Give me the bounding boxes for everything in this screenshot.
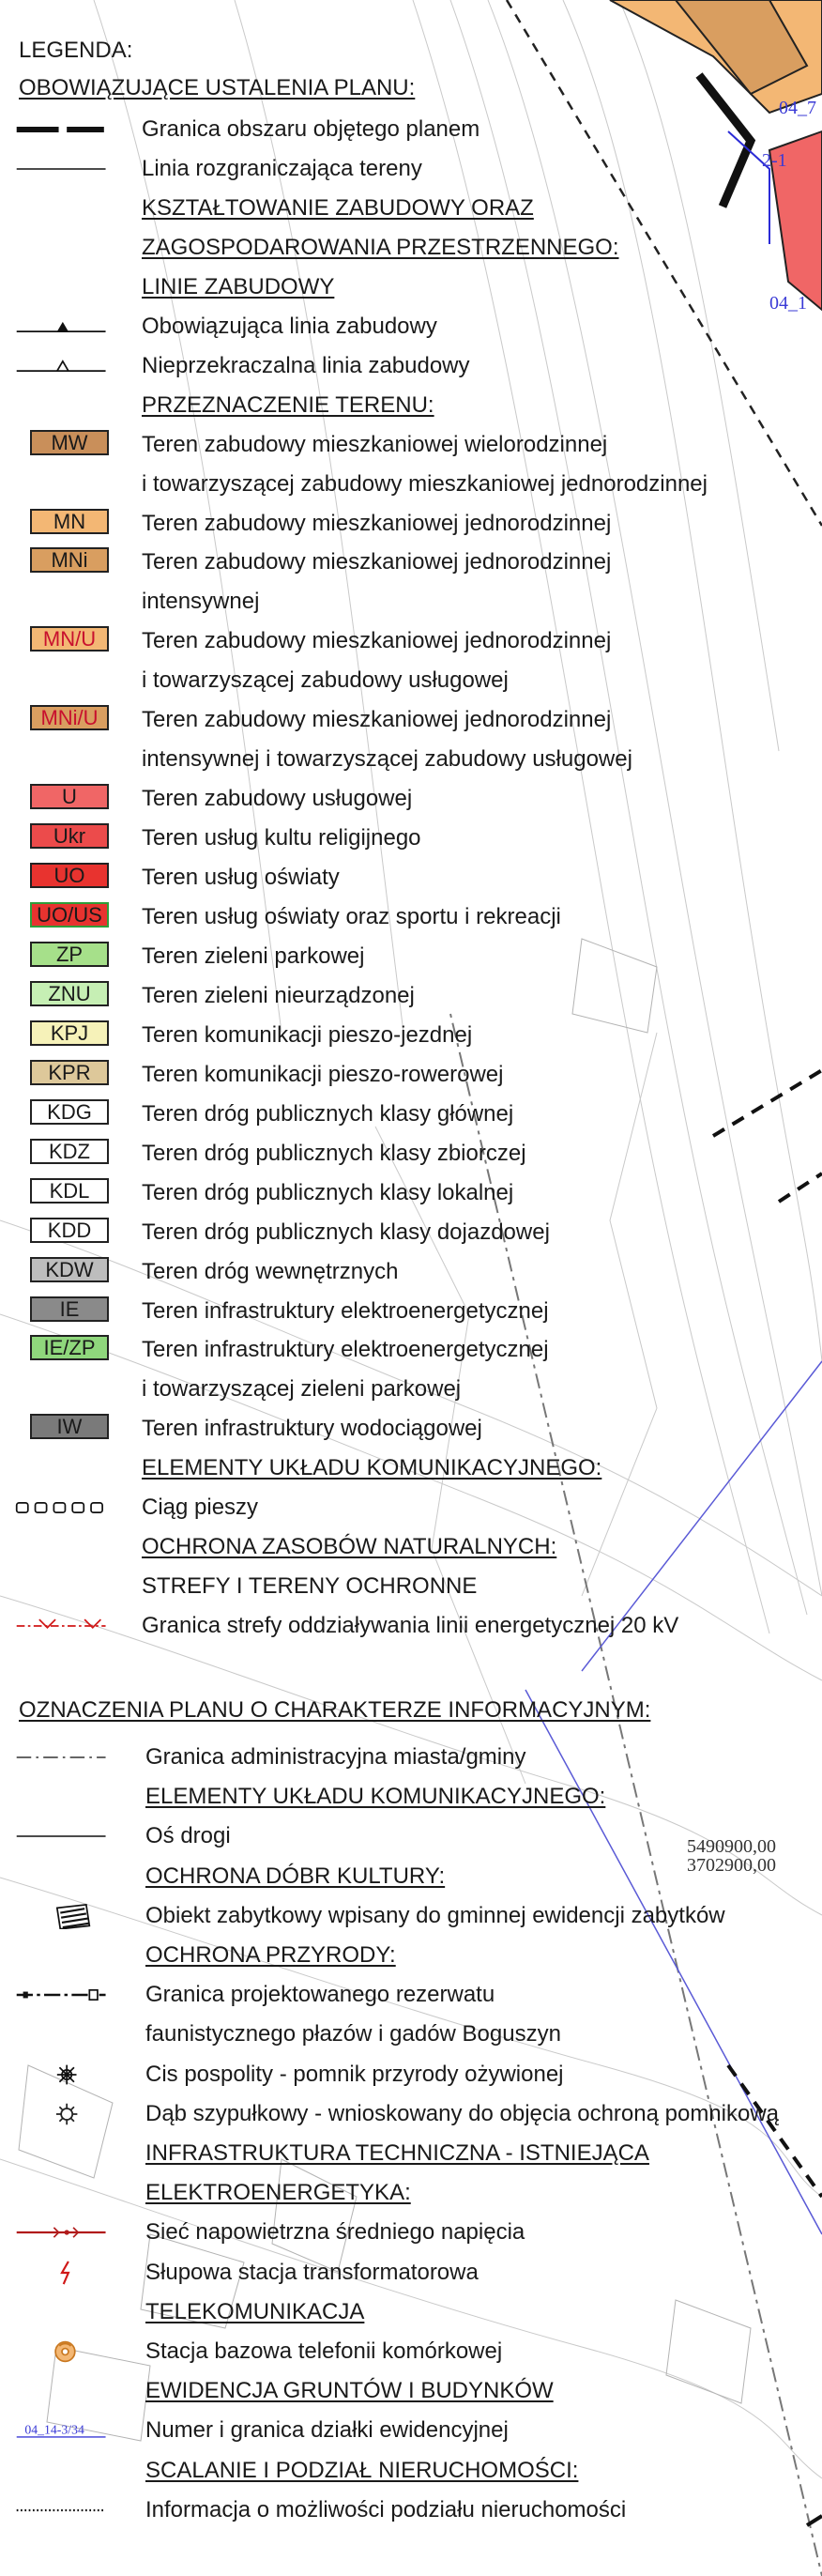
legend-label: Dąb szypułkowy - wnioskowany do objęcia ochroną pomnikową xyxy=(145,2100,780,2126)
legend-row xyxy=(0,938,822,975)
legend-row xyxy=(0,898,822,936)
legend-title: LEGENDA: xyxy=(19,38,133,63)
legend-row xyxy=(0,780,822,818)
legend-row xyxy=(0,505,822,543)
legend-label: Granica obszaru objętego planem xyxy=(142,116,480,142)
legend-row xyxy=(0,1174,822,1212)
dash-dot-line-icon xyxy=(15,1744,109,1771)
zone-code-swatch: KDG xyxy=(30,1099,109,1125)
legend-row xyxy=(0,2452,822,2490)
yew-monument-icon xyxy=(15,2062,109,2088)
legend-heading: SCALANIE I PODZIAŁ NIERUCHOMOŚCI: xyxy=(145,2457,579,2483)
legend-label: Teren dróg wewnętrznych xyxy=(142,1258,399,1284)
legend-label: Linia rozgraniczająca tereny xyxy=(142,155,422,181)
legend-row xyxy=(0,1489,822,1526)
legend-label: Teren infrastruktury wodociągowej xyxy=(142,1416,482,1442)
legend-label: Sieć napowietrzna średniego napięcia xyxy=(145,2219,525,2246)
legend-label: STREFY I TERENY OCHRONNE xyxy=(142,1573,478,1600)
zone-code-swatch: MW xyxy=(30,430,109,455)
legend-row xyxy=(0,1607,822,1645)
legend-label: intensywnej i towarzyszącej zabudowy usługowej xyxy=(142,746,632,773)
legend-label: Granica projektowanego rezerwatu xyxy=(145,1982,495,2008)
parcel-label-b: 2-1 xyxy=(762,150,787,171)
zone-code-swatch: KPJ xyxy=(30,1020,109,1046)
zone-code-swatch: KDW xyxy=(30,1257,109,1282)
coord-y: 5490900,00 xyxy=(687,1836,776,1857)
legend-label: Teren zieleni parkowej xyxy=(142,943,365,969)
zone-code-swatch: KDL xyxy=(30,1178,109,1204)
legend-label: i towarzyszącej zabudowy mieszkaniowej jednorodzinnej xyxy=(142,470,708,497)
legend-row xyxy=(0,622,822,660)
legend-label: i towarzyszącej zabudowy usługowej xyxy=(142,667,509,694)
legend-label: Teren usług oświaty oraz sportu i rekreacji xyxy=(142,904,561,929)
legend-row xyxy=(0,1331,822,1369)
legend-row xyxy=(0,1253,822,1291)
legend-label: Granica administracyjna miasta/gminy xyxy=(145,1744,526,1770)
zone-code-swatch: MN/U xyxy=(30,626,109,652)
overhead-line-icon xyxy=(15,2219,109,2246)
pedestrian-path-icon xyxy=(15,1495,109,1521)
zone-code-swatch: KPR xyxy=(30,1060,109,1085)
parcel-number-sample: 04_14-3/34 xyxy=(24,2422,84,2437)
legend-heading: TELEKOMUNIKACJA xyxy=(145,2298,365,2324)
legend-row xyxy=(0,1528,822,1566)
zone-code-swatch: IW xyxy=(30,1414,109,1439)
zone-code-swatch: MN xyxy=(30,509,109,534)
legend-label: Teren dróg publicznych klasy głównej xyxy=(142,1100,514,1127)
legend-heading: ZAGOSPODAROWANIA PRZESTRZENNEGO: xyxy=(142,234,619,260)
legend-label: Teren komunikacji pieszo-rowerowej xyxy=(142,1061,504,1087)
zone-code-swatch: U xyxy=(30,784,109,809)
legend-label: Teren zieleni nieurządzonej xyxy=(142,982,415,1008)
zone-code-swatch: MNi/U xyxy=(30,705,109,730)
legend-label: Teren zabudowy usługowej xyxy=(142,786,413,812)
zone-code-swatch: UO/US xyxy=(30,902,109,928)
zone-code-swatch: KDD xyxy=(30,1218,109,1243)
legend-row xyxy=(0,1017,822,1054)
legend-row xyxy=(0,1817,822,1855)
legend-row xyxy=(0,347,822,385)
legend-row xyxy=(0,2095,822,2133)
legend-row xyxy=(0,1410,822,1448)
coord-x: 3702900,00 xyxy=(687,1855,776,1876)
antenna-icon xyxy=(15,2338,109,2365)
legend-row xyxy=(0,859,822,897)
legend-row xyxy=(0,544,822,581)
thin-line-icon xyxy=(15,1823,109,1849)
legend-row xyxy=(0,2254,822,2292)
legend-row xyxy=(0,111,822,148)
legend-label: i towarzyszącej zieleni parkowej xyxy=(142,1376,462,1403)
legend-row xyxy=(0,1568,822,1605)
legend-heading: ELEMENTY UKŁADU KOMUNIKACYJNEGO: xyxy=(145,1784,606,1810)
legend-row xyxy=(0,1371,822,1408)
legend-heading: OCHRONA DÓBR KULTURY: xyxy=(145,1863,446,1889)
legend-label: intensywnej xyxy=(142,589,260,615)
legend-row xyxy=(0,2293,822,2331)
legend-row xyxy=(0,2135,822,2172)
legend-heading: PRZEZNACZENIE TERENU: xyxy=(142,391,434,418)
open-triangle-line-icon xyxy=(15,353,109,379)
legend-label: Informacja o możliwości podziału nieruchomości xyxy=(145,2496,627,2522)
legend-row xyxy=(0,229,822,267)
legend-row xyxy=(0,2016,822,2053)
legend-row xyxy=(0,1293,822,1330)
zone-code-swatch: Ukr xyxy=(30,823,109,849)
hatched-building-icon xyxy=(15,1903,109,1929)
parcel-label-c: 04_1 xyxy=(769,293,807,314)
legend-heading: EWIDENCJA GRUNTÓW I BUDYNKÓW xyxy=(145,2378,554,2404)
legend-row xyxy=(0,1937,822,1974)
legend-label: Stacja bazowa telefonii komórkowej xyxy=(145,2338,503,2364)
legend-row xyxy=(0,1897,822,1935)
legend-row xyxy=(0,977,822,1015)
filled-triangle-line-icon xyxy=(15,314,109,340)
binding-section-title: OBOWIĄZUJĄCE USTALENIA PLANU: xyxy=(19,75,416,100)
legend-label: Teren dróg publicznych klasy dojazdowej xyxy=(142,1219,550,1245)
dotted-line-icon xyxy=(15,2497,109,2523)
legend-row xyxy=(0,701,822,739)
legend-row xyxy=(0,387,822,424)
legend-label: Słupowa stacja transformatorowa xyxy=(145,2259,479,2285)
zone-code-swatch: ZNU xyxy=(30,981,109,1006)
zone-code-swatch: IE xyxy=(30,1296,109,1322)
legend-row xyxy=(0,1778,822,1816)
power-line-zone-icon xyxy=(15,1613,109,1639)
legend-label: Teren zabudowy mieszkaniowej jednorodzinnej xyxy=(142,707,612,733)
legend-row xyxy=(0,2174,822,2212)
legend-label: Ciąg pieszy xyxy=(142,1495,259,1521)
legend-row xyxy=(0,1858,822,1895)
legend-heading: INFRASTRUKTURA TECHNICZNA - ISTNIEJĄCA xyxy=(145,2140,649,2166)
legend-label: Cis pospolity - pomnik przyrody ożywionej xyxy=(145,2061,564,2087)
legend-label: Teren dróg publicznych klasy zbiorczej xyxy=(142,1140,526,1166)
legend-heading: LINIE ZABUDOWY xyxy=(142,273,335,299)
legend-heading: KSZTAŁTOWANIE ZABUDOWY ORAZ xyxy=(142,194,534,221)
legend-row xyxy=(0,268,822,306)
legend-label: Oś drogi xyxy=(145,1823,231,1849)
legend-label: Teren zabudowy mieszkaniowej jednorodzinnej xyxy=(142,549,612,575)
legend-heading: OCHRONA ZASOBÓW NATURALNYCH: xyxy=(142,1534,557,1560)
legend-row xyxy=(0,466,822,503)
legend-row xyxy=(0,150,822,188)
parcel-number-icon xyxy=(15,2417,109,2444)
legend-heading: ELEMENTY UKŁADU KOMUNIKACYJNEGO: xyxy=(142,1455,602,1481)
legend-label: Teren zabudowy mieszkaniowej jednorodzinnej xyxy=(142,628,612,654)
zone-code-swatch: MNi xyxy=(30,547,109,573)
info-section-title: OZNACZENIA PLANU O CHARAKTERZE INFORMACYJNYM: xyxy=(19,1697,651,1723)
legend-label: Teren zabudowy mieszkaniowej jednorodzinnej xyxy=(142,510,612,536)
legend-row xyxy=(0,2412,822,2449)
legend-row xyxy=(0,2333,822,2370)
legend-label: Obowiązująca linia zabudowy xyxy=(142,313,437,339)
thin-line-icon xyxy=(15,156,109,182)
legend-row xyxy=(0,1976,822,2014)
legend-row xyxy=(0,426,822,464)
legend-row xyxy=(0,741,822,778)
legend-label: Teren komunikacji pieszo-jezdnej xyxy=(142,1021,473,1048)
legend-row xyxy=(0,1449,822,1487)
legend-row xyxy=(0,1096,822,1133)
reserve-boundary-icon xyxy=(15,1982,109,2008)
legend-label: Teren infrastruktury elektroenergetycznej xyxy=(142,1297,549,1324)
legend-label: Nieprzekraczalna linia zabudowy xyxy=(142,352,470,378)
parcel-label-a: 04_7 xyxy=(779,98,816,118)
zone-code-swatch: ZP xyxy=(30,942,109,967)
legend-row xyxy=(0,2056,822,2093)
transformer-icon xyxy=(15,2260,109,2286)
legend-heading: ELEKTROENERGETYKA: xyxy=(145,2180,411,2206)
legend-label: Teren infrastruktury elektroenergetycznej xyxy=(142,1337,549,1363)
legend-label: Teren dróg publicznych klasy lokalnej xyxy=(142,1179,514,1205)
legend-label: faunistycznego płazów i gadów Boguszyn xyxy=(145,2021,561,2047)
legend-row xyxy=(0,583,822,621)
legend-heading: OCHRONA PRZYRODY: xyxy=(145,1942,396,1968)
legend-row xyxy=(0,1056,822,1094)
zone-code-swatch: IE/ZP xyxy=(30,1335,109,1360)
legend-row xyxy=(0,2214,822,2251)
legend-label: Teren usług kultu religijnego xyxy=(142,825,421,851)
legend-row xyxy=(0,308,822,345)
legend-label: Granica strefy oddziaływania linii energetycznej 20 kV xyxy=(142,1613,679,1639)
legend-row xyxy=(0,2492,822,2529)
legend-row xyxy=(0,1739,822,1776)
legend-row xyxy=(0,1135,822,1173)
zone-code-swatch: KDZ xyxy=(30,1139,109,1164)
thick-dash-line-icon xyxy=(15,116,109,143)
legend-label: Teren zabudowy mieszkaniowej wielorodzinnej xyxy=(142,431,608,457)
oak-icon xyxy=(15,2101,109,2127)
legend-label: Obiekt zabytkowy wpisany do gminnej ewidencji zabytków xyxy=(145,1902,725,1928)
legend-label: Numer i granica działki ewidencyjnej xyxy=(145,2417,509,2444)
legend-label: Teren usług oświaty xyxy=(142,865,340,891)
legend-row xyxy=(0,1214,822,1251)
zone-code-swatch: UO xyxy=(30,863,109,888)
legend-row xyxy=(0,662,822,699)
legend-row xyxy=(0,2372,822,2410)
legend-row xyxy=(0,190,822,227)
legend-row xyxy=(0,820,822,857)
